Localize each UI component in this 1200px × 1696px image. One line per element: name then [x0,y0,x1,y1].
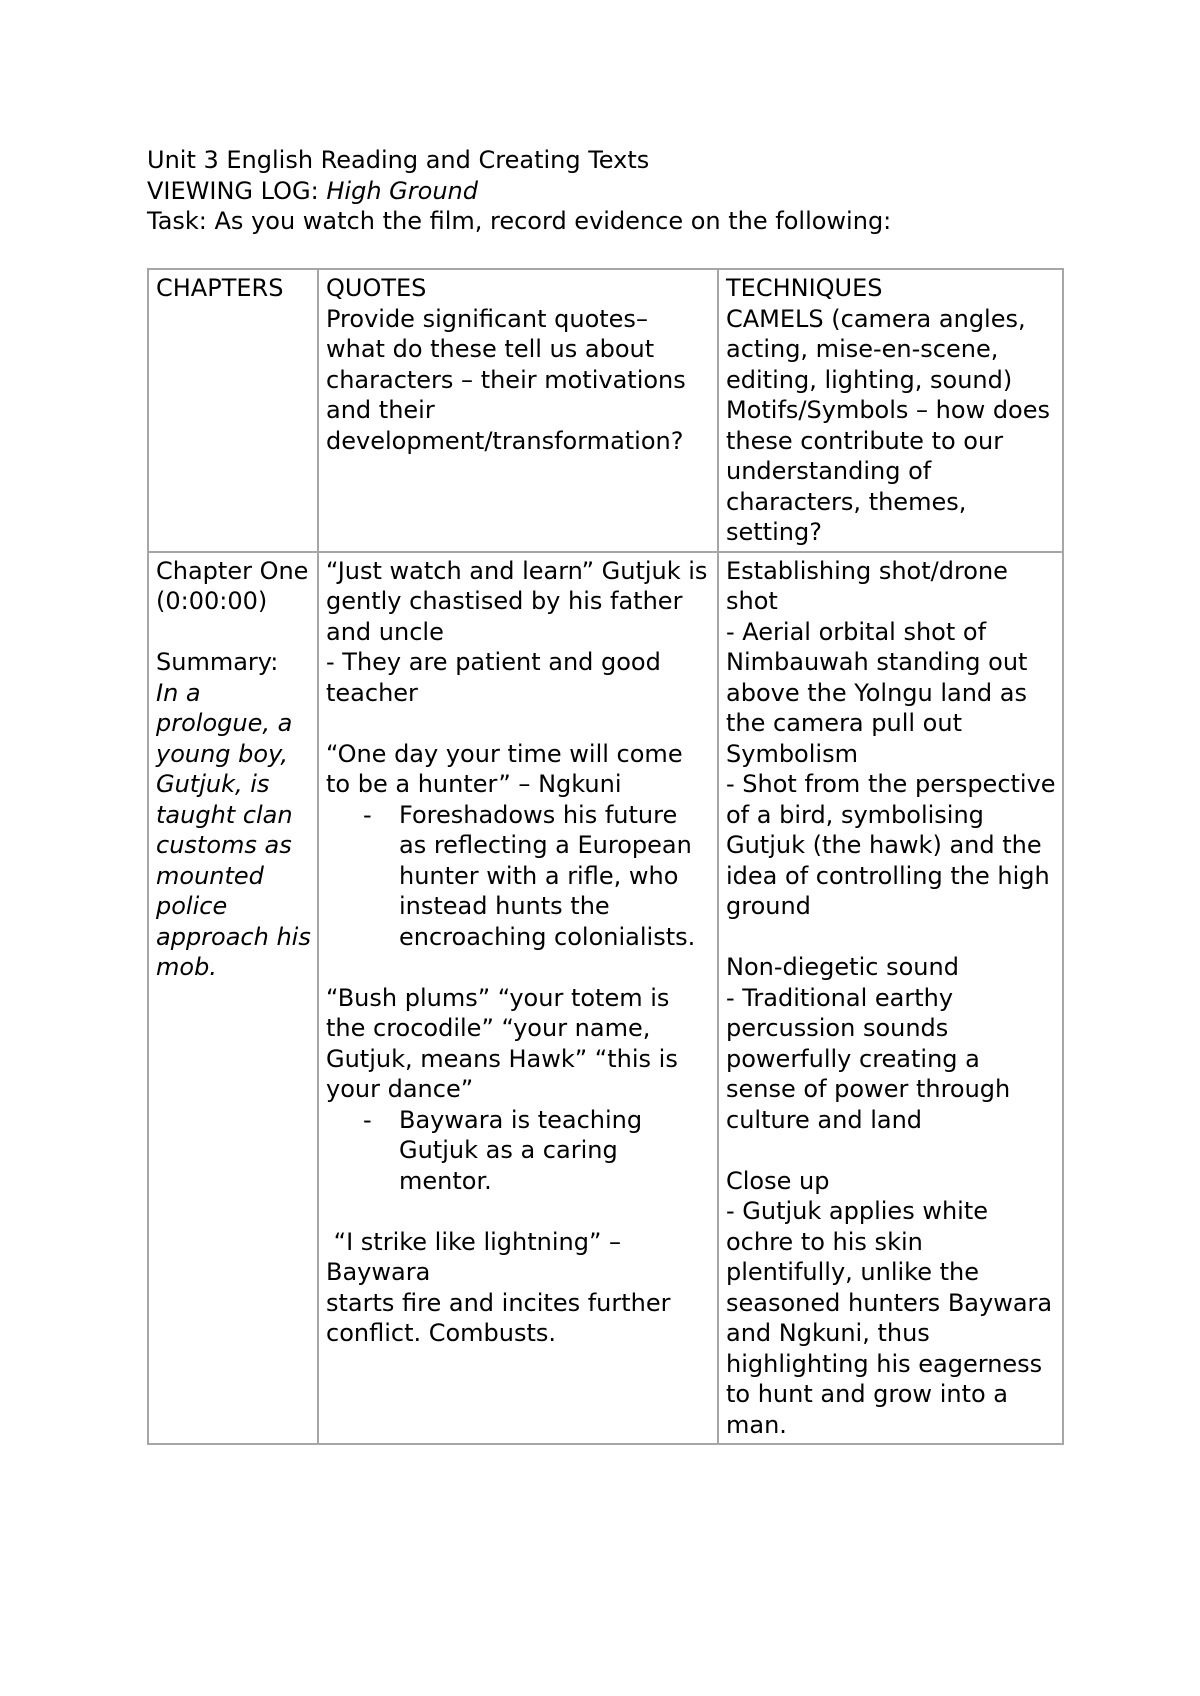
summary-label: Summary: [156,648,279,676]
technique-4-title: Close up [726,1166,830,1195]
quotes-description: Provide significant quotes– what do these tell us about characters – their motivations and their development/transformation? [326,304,686,455]
chapters-header-cell [148,269,318,552]
quote-2: “One day your time will come to be a hunter” – Ngkuni [326,739,683,798]
quotes-header: QUOTES [326,274,427,302]
quote-3: “Bush plums” “your totem is the crocodile” “your name, Gutjuk, means Hawk” “this is your dance” [326,983,678,1103]
techniques-header: TECHNIQUES [726,274,883,302]
technique-1-title: Establishing shot/drone shot [726,556,1008,615]
quote-2-points [326,800,711,953]
summary-text: In a prologue, a young boy, Gutjuk, is taught clan customs as mounted police approach his mob. [156,678,311,981]
quote-1-note: - They are patient and good teacher [326,648,661,707]
chapters-header: CHAPTERS [156,274,284,302]
quote-1: “Just watch and learn” Gutjuk is gently chastised by his father and uncle [326,556,708,646]
techniques-header-cell [718,269,1063,552]
technique-2-body: - Shot from the perspective of a bird, symbolising Gutjuk (the hawk) and the idea of controlling the high ground [726,770,1056,920]
chapter-timestamp: (0:00:00) [156,587,268,615]
technique-2-title: Symbolism [726,739,858,768]
viewing-log-prefix: VIEWING LOG: [147,176,327,205]
list-item: - Baywara is teaching Gutjuk as a caring mentor. [399,1105,711,1197]
quote-4-note: starts fire and incites further conflict. Combusts. [326,1288,671,1347]
viewing-log-title [147,176,1097,207]
techniques-cell [718,552,1063,1445]
viewing-log-table [147,268,1064,1445]
quotes-cell [318,552,718,1445]
technique-3-body: - Traditional earthy percussion sounds powerfully creating a sense of power through culture and land [726,983,1011,1134]
technique-4-body: - Gutjuk applies white ochre to his skin plentifully, unlike the seasoned hunters Baywara and Ngkuni, thus highlighting his eagerness to hunt and grow into a man. [726,1197,1053,1439]
techniques-description: CAMELS (camera angles, acting, mise-en-scene, editing, lighting, sound) Motifs/Symbols – how does these contribute to our understanding of characters, themes, setting? [726,304,1051,546]
quote-4: “I strike like lightning” – Baywara [326,1227,629,1286]
chapter-cell [148,552,318,1445]
quote-3-points [326,1105,711,1197]
list-item: - Foreshadows his future as reflecting a European hunter with a rifle, who instead hunts the encroaching colonialists. [399,800,711,953]
quotes-header-cell [318,269,718,552]
table-row [148,552,1063,1445]
chapter-label: Chapter One [156,556,309,585]
document-heading [147,145,1097,237]
table-header-row [148,269,1063,552]
unit-title: Unit 3 English Reading and Creating Texts [147,146,650,174]
technique-1-body: - Aerial orbital shot of Nimbauwah standing out above the Yolngu land as the camera pull out [726,617,1028,737]
film-title: High Ground [326,176,478,205]
task-instruction: Task: As you watch the film, record evidence on the following: [147,207,892,235]
technique-3-title: Non-diegetic sound [726,953,959,981]
